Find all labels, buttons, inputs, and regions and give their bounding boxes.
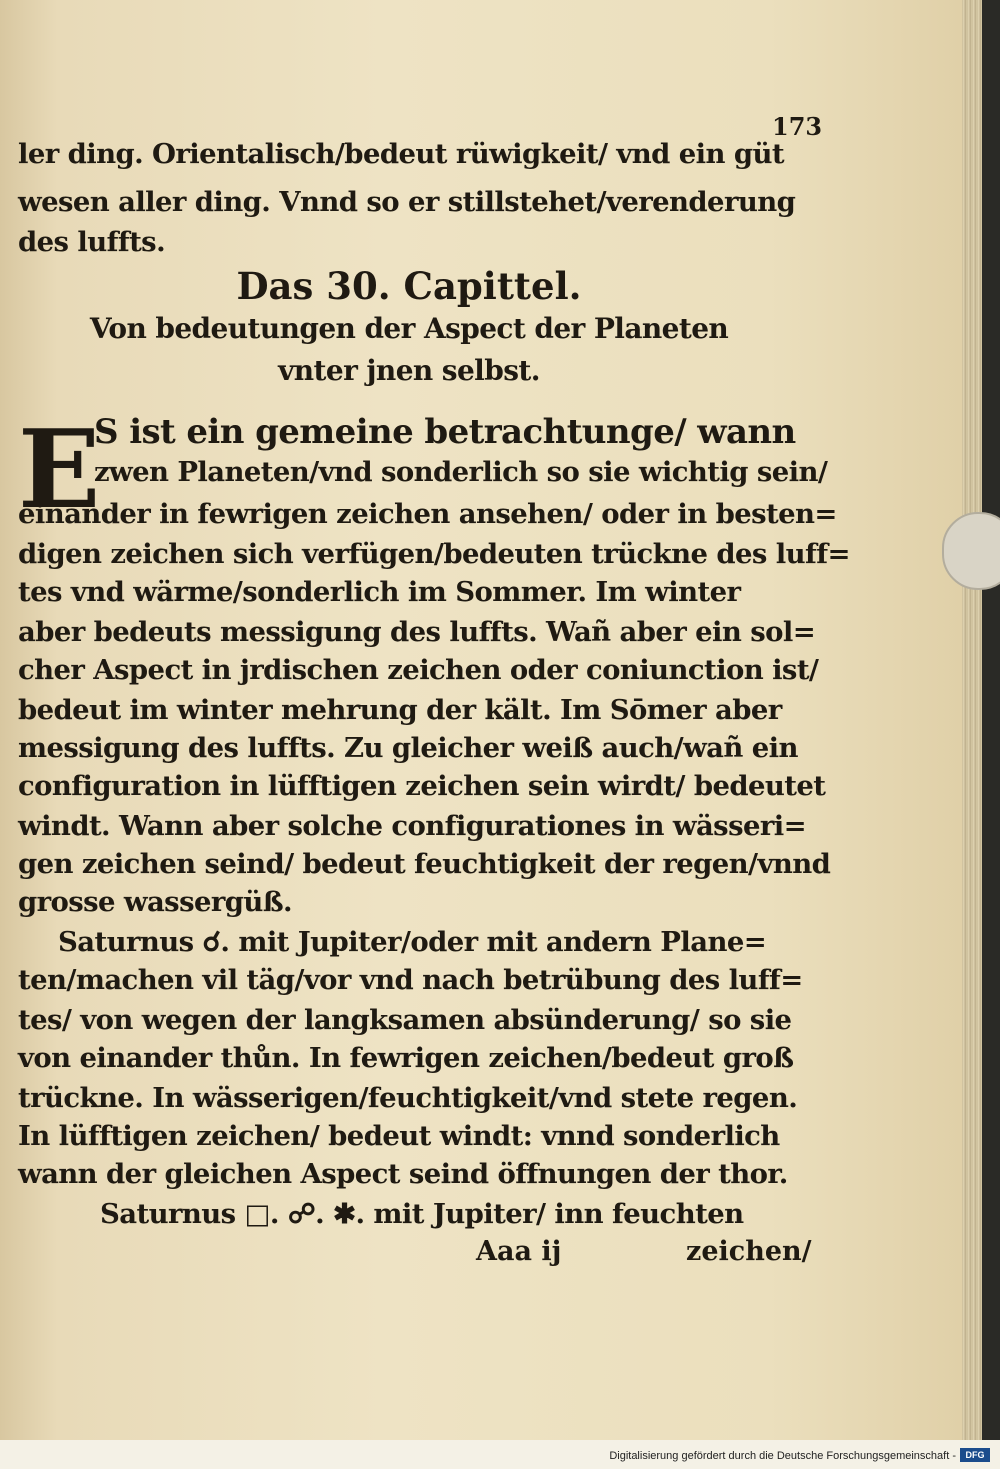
text-line: einander in fewrigen zeichen ansehen/ oder in besten= bbox=[18, 498, 837, 530]
text-line: configuration in lüfftigen zeichen sein wirdt/ bedeutet bbox=[18, 770, 826, 802]
signature-mark: Aaa ij bbox=[476, 1236, 562, 1267]
footer-bar bbox=[0, 1440, 1000, 1469]
text-line: gen zeichen seind/ bedeut feuchtigkeit der regen/vnnd bbox=[18, 848, 831, 880]
page-clip-tab bbox=[942, 512, 1000, 590]
catchword: zeichen/ bbox=[686, 1236, 812, 1267]
initial-letter: E bbox=[18, 407, 101, 533]
text-line: ler ding. Orientalisch/bedeut rüwigkeit/ vnd ein güt bbox=[18, 138, 784, 170]
text-line: tes vnd wärme/sonderlich im Sommer. Im winter bbox=[18, 576, 741, 608]
text-line: von einander thůn. In fewrigen zeichen/bedeut groß bbox=[18, 1042, 794, 1074]
text-line: S ist ein gemeine betrachtunge/ wann bbox=[94, 412, 796, 452]
text-line: aber bedeuts messigung des luffts. Wañ aber ein sol= bbox=[18, 616, 816, 648]
chapter-subtitle: vnter jnen selbst. bbox=[278, 354, 540, 387]
text-line: trückne. In wässerigen/feuchtigkeit/vnd stete regen. bbox=[18, 1082, 798, 1114]
text-line: wesen aller ding. Vnnd so er stillstehet/verenderung bbox=[18, 186, 796, 218]
chapter-title: Das 30. Capittel. bbox=[236, 264, 582, 308]
page-number: 173 bbox=[772, 112, 823, 141]
text-line: Saturnus ☌. mit Jupiter/oder mit andern Plane= bbox=[58, 926, 767, 958]
text-line: digen zeichen sich verfügen/bedeuten trückne des luff= bbox=[18, 538, 850, 570]
text-line: Saturnus □. ☍. ✱. mit Jupiter/ inn feuchten bbox=[100, 1198, 744, 1230]
chapter-subtitle: Von bedeutungen der Aspect der Planeten bbox=[89, 312, 729, 345]
text-line: In lüfftigen zeichen/ bedeut windt: vnnd sonderlich bbox=[18, 1120, 780, 1152]
text-line: tes/ von wegen der langksamen absünderung/ so sie bbox=[18, 1004, 792, 1036]
text-line: bedeut im winter mehrung der kält. Im Sōmer aber bbox=[18, 694, 782, 726]
footer-credit: Digitalisierung gefördert durch die Deutsche Forschungsgemeinschaft - bbox=[609, 1450, 956, 1462]
page-edges bbox=[962, 0, 982, 1440]
text-line: grosse wassergüß. bbox=[18, 886, 293, 918]
text-line: messigung des luffts. Zu gleicher weiß auch/wañ ein bbox=[18, 732, 798, 764]
dfg-logo: DFG bbox=[960, 1448, 990, 1462]
text-line: des luffts. bbox=[18, 226, 166, 258]
text-line: wann der gleichen Aspect seind öffnungen der thor. bbox=[18, 1158, 788, 1190]
text-line: zwen Planeten/vnd sonderlich so sie wichtig sein/ bbox=[94, 456, 828, 488]
text-line: ten/machen vil täg/vor vnd nach betrübung des luff= bbox=[18, 964, 803, 996]
text-line: cher Aspect in jrdischen zeichen oder coniunction ist/ bbox=[18, 654, 819, 686]
text-line: windt. Wann aber solche configurationes in wässeri= bbox=[18, 810, 807, 842]
